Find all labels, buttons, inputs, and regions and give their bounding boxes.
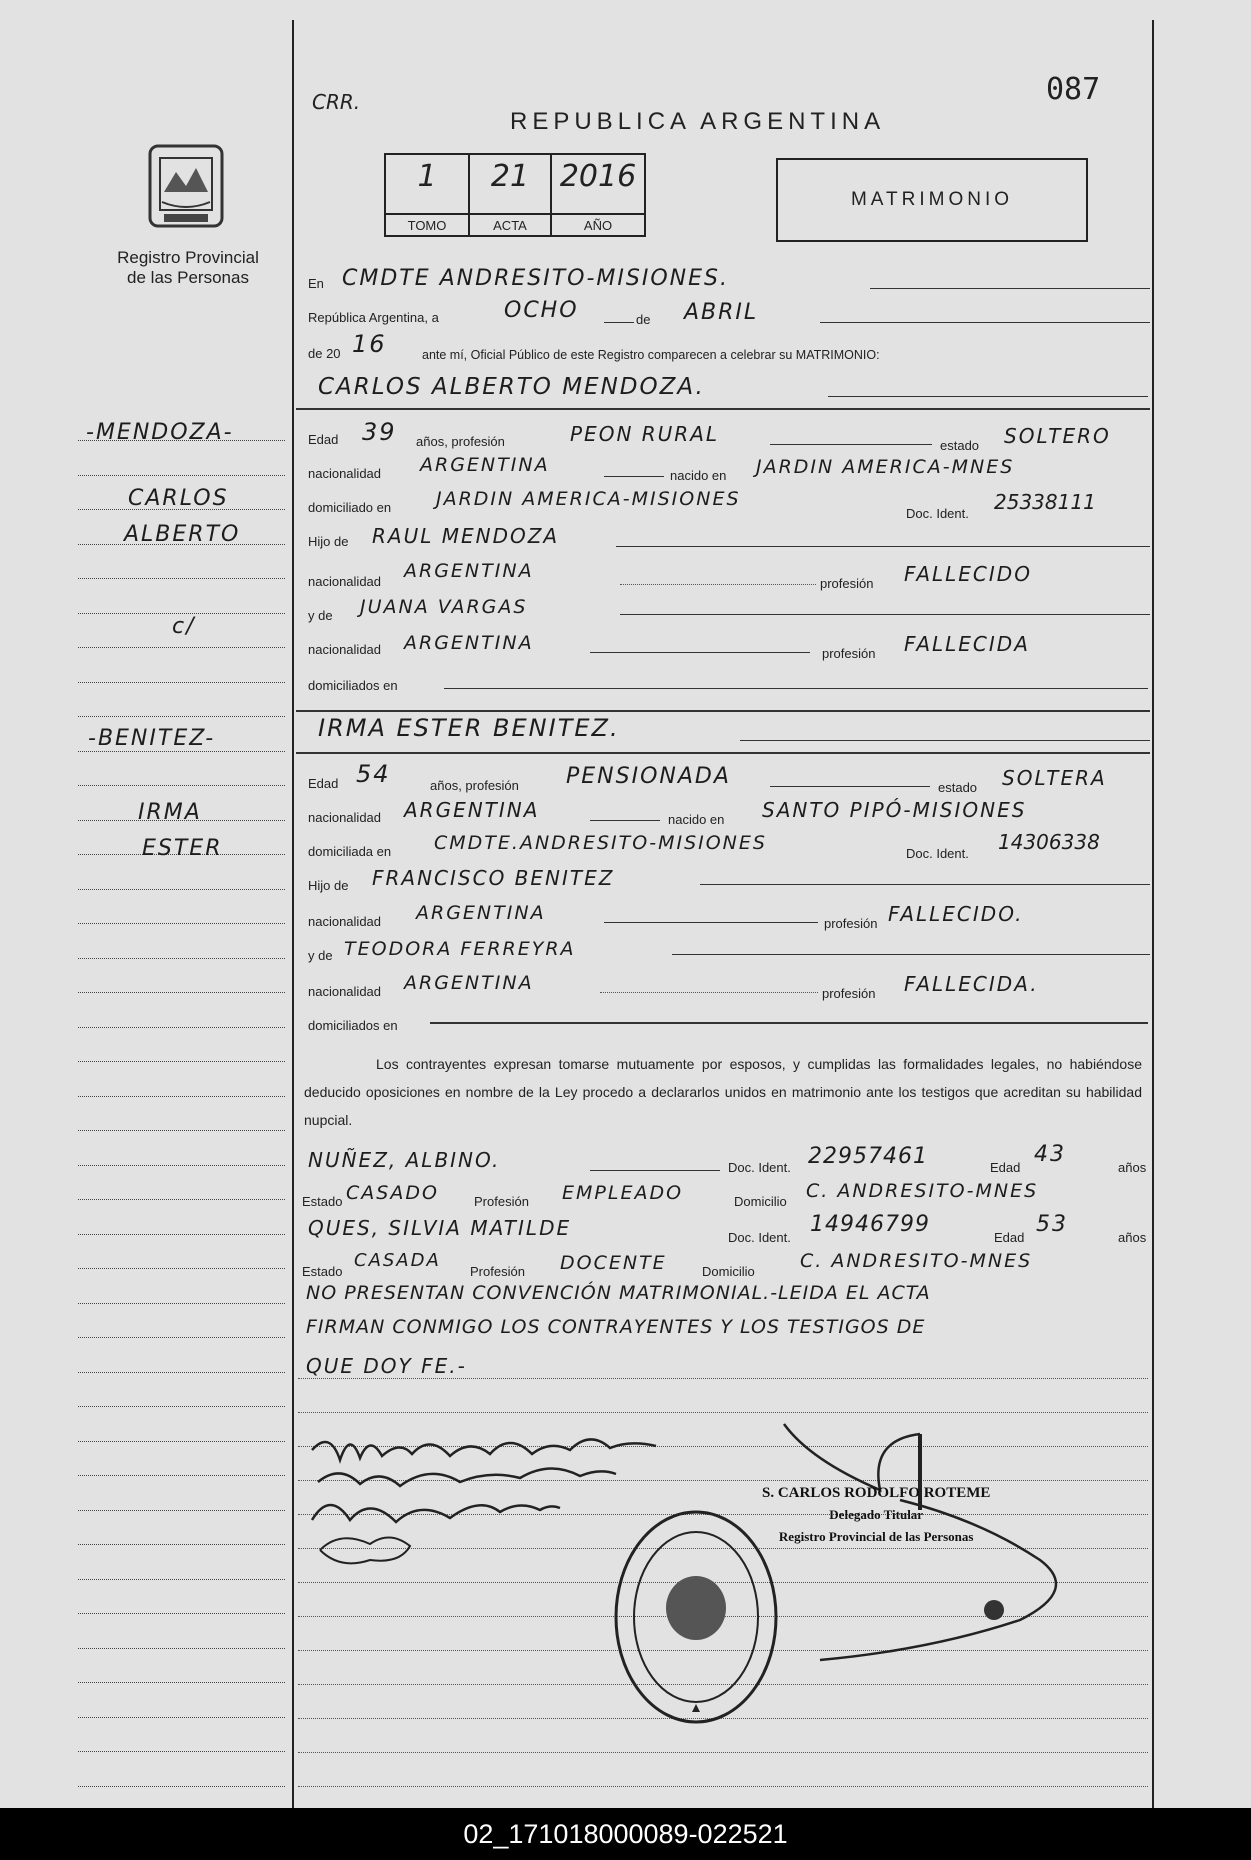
margin-dotted-line — [78, 647, 285, 648]
label-t1-estado: Estado — [302, 1194, 343, 1209]
label-c1-nacionalidad: nacionalidad — [308, 466, 382, 481]
t2-estado: CASADA — [354, 1250, 441, 1271]
label-t2-domicilio: Domicilio — [702, 1264, 755, 1279]
label-c2-nacionalidad: nacionalidad — [308, 810, 382, 825]
c1-madre-prof: FALLECIDA — [904, 632, 1030, 656]
line-c2-nac — [590, 820, 660, 821]
right-border — [1152, 20, 1154, 1808]
lugar: CMDTE ANDRESITO-MISIONES. — [342, 266, 729, 291]
testigo1-nombre: NUÑEZ, ALBINO. — [308, 1148, 501, 1172]
margin-dotted-line — [78, 751, 285, 752]
margin-nombre-1b: ALBERTO — [124, 522, 241, 547]
official-seal-icon — [612, 1508, 780, 1726]
anio-label: AÑO — [552, 213, 644, 237]
label-c2-domiciliados: domiciliados en — [308, 1018, 398, 1033]
margin-dotted-line — [78, 578, 285, 579]
c1-padre-nac: ARGENTINA — [404, 560, 534, 582]
margin-dotted-line — [78, 1613, 285, 1614]
margin-dotted-line — [78, 1441, 285, 1442]
line-c1-sep — [296, 408, 1150, 410]
label-c2-anos-profesion: años, profesión — [430, 778, 519, 793]
label-t1-anos: años — [1118, 1160, 1147, 1175]
line-c1-madre-nac — [590, 652, 810, 653]
line-mes — [820, 322, 1150, 323]
margin-nombre-1a: CARLOS — [128, 486, 229, 511]
label-t1-domicilio: Domicilio — [734, 1194, 787, 1209]
line-c1-padre-nac — [620, 584, 816, 585]
contrayente1-nombre: CARLOS ALBERTO MENDOZA. — [318, 374, 705, 400]
margin-dotted-line — [78, 1061, 285, 1062]
c1-doc: 25338111 — [994, 490, 1096, 514]
label-t1-profesion: Profesión — [474, 1194, 529, 1209]
page-title: REPUBLICA ARGENTINA — [510, 108, 886, 135]
label-c1-domiciliado: domiciliado en — [308, 500, 392, 515]
margin-dotted-line — [78, 923, 285, 924]
c2-domicilio: CMDTE.ANDRESITO-MISIONES — [434, 832, 767, 854]
anio-value: 2016 — [559, 159, 637, 194]
c1-domicilio: JARDIN AMERICA-MISIONES — [436, 488, 741, 510]
label-c1-padre-prof: profesión — [820, 576, 874, 591]
c1-profesion: PEON RURAL — [570, 422, 720, 446]
c2-edad: 54 — [356, 760, 391, 788]
t2-profesion: DOCENTE — [560, 1252, 667, 1274]
label-t2-estado: Estado — [302, 1264, 343, 1279]
margin-dotted-line — [78, 889, 285, 890]
line-c2-sep — [296, 752, 1150, 754]
c2-padre-prof: FALLECIDO. — [888, 902, 1024, 926]
acta-cell — [470, 155, 552, 235]
label-c2-estado: estado — [938, 780, 978, 795]
label-c1-edad: Edad — [308, 432, 339, 447]
anio-sufijo: 16 — [352, 330, 387, 358]
delegado-cargo: Delegado Titular — [829, 1507, 924, 1522]
label-t2-profesion: Profesión — [470, 1264, 525, 1279]
body-dotted-line — [298, 1378, 1148, 1379]
margin-dotted-line — [78, 1579, 285, 1580]
line-c1-madre — [620, 614, 1150, 615]
label-c2-madre-prof: profesión — [822, 986, 876, 1001]
line-c2-nombre — [740, 740, 1150, 741]
body-dotted-line — [298, 1412, 1148, 1413]
margin-dotted-line — [78, 1475, 285, 1476]
c2-profesion: PENSIONADA — [566, 764, 731, 789]
margin-dotted-line — [78, 1717, 285, 1718]
anio-cell — [552, 155, 644, 235]
margin-dotted-line — [78, 1199, 285, 1200]
label-t1-doc: Doc. Ident. — [728, 1160, 791, 1175]
margin-nombre-2a: IRMA — [138, 800, 202, 825]
c2-madre-prof: FALLECIDA. — [904, 972, 1039, 996]
margin-dotted-line — [78, 1510, 285, 1511]
c2-nacionalidad: ARGENTINA — [404, 798, 540, 822]
c2-madre: TEODORA FERREYRA — [344, 938, 576, 960]
label-t2-doc: Doc. Ident. — [728, 1230, 791, 1245]
acta-label: ACTA — [470, 213, 550, 237]
line-t1-nombre — [590, 1170, 720, 1171]
margin-dotted-line — [78, 1544, 285, 1545]
line-c1-nombre — [828, 396, 1148, 397]
line-dia — [604, 322, 634, 323]
c2-madre-nac: ARGENTINA — [404, 972, 534, 994]
nota-line-2: FIRMAN CONMIGO LOS CONTRAYENTES Y LOS TESTIGOS DE — [306, 1316, 926, 1338]
nota-line-3: QUE DOY FE.- — [306, 1354, 467, 1378]
line-c2-profesion — [770, 786, 930, 787]
label-de: de — [636, 312, 651, 327]
label-t1-edad: Edad — [990, 1160, 1021, 1175]
c1-estado: SOLTERO — [1004, 424, 1111, 448]
label-republica: República Argentina, a — [308, 310, 439, 325]
margin-apellido-2: -BENITEZ- — [88, 726, 216, 751]
margin-dotted-line — [78, 1406, 285, 1407]
label-c2-domiciliada: domiciliada en — [308, 844, 392, 859]
c1-padre-prof: FALLECIDO — [904, 562, 1032, 586]
label-c2-doc: Doc. Ident. — [906, 846, 969, 861]
declaracion-paragraph: Los contrayentes expresan tomarse mutuamente por esposos, y cumplidas las formalidades legales, no habiéndose deducido oposiciones en nombre de la Ley procedo a declararlos unidos en matrimonio ante los testigos que acreditan su habilidad nupcial. — [304, 1056, 1142, 1128]
t2-doc: 14946799 — [810, 1212, 930, 1237]
c2-estado: SOLTERA — [1002, 766, 1107, 790]
delegado-registro: Registro Provincial de las Personas — [778, 1529, 974, 1544]
t1-doc: 22957461 — [808, 1144, 928, 1169]
margin-dotted-line — [78, 475, 285, 476]
margin-dotted-line — [78, 716, 285, 717]
line-c1-profesion — [770, 444, 932, 445]
margin-dotted-line — [78, 1130, 285, 1131]
tomo-cell — [386, 155, 470, 235]
body-dotted-line — [298, 1786, 1148, 1787]
label-c1-padre-nac: nacionalidad — [308, 574, 382, 589]
matrimonio-box: MATRIMONIO — [776, 158, 1088, 242]
line-c2-domiciliados — [430, 1022, 1148, 1024]
tomo-label: TOMO — [386, 213, 468, 237]
registro-line-1: Registro Provincial — [117, 248, 259, 267]
c1-nacionalidad: ARGENTINA — [420, 454, 550, 476]
page-number: 087 — [1046, 72, 1101, 107]
label-c1-nacido: nacido en — [670, 468, 727, 483]
margin-dotted-line — [78, 1096, 285, 1097]
c1-madre-nac: ARGENTINA — [404, 632, 534, 654]
coat-of-arms-icon — [144, 142, 228, 232]
margin-dotted-line — [78, 682, 285, 683]
mes: ABRIL — [684, 300, 759, 325]
delegado-block — [762, 1482, 990, 1548]
margin-con: c/ — [172, 614, 196, 639]
margin-dotted-line — [78, 1234, 285, 1235]
label-c1-domiciliados: domiciliados en — [308, 678, 398, 693]
margin-dotted-line — [78, 992, 285, 993]
delegado-nombre: S. CARLOS RODOLFO ROTEME — [762, 1485, 991, 1501]
t1-edad: 43 — [1034, 1142, 1066, 1167]
label-c1-hijo: Hijo de — [308, 534, 349, 549]
left-border — [292, 20, 294, 1808]
c1-padre: RAUL MENDOZA — [372, 524, 560, 548]
label-c2-padre-prof: profesión — [824, 916, 878, 931]
tomo-value: 1 — [417, 159, 437, 194]
registro-label — [100, 248, 276, 288]
margin-dotted-line — [78, 785, 285, 786]
c1-nacido: JARDIN AMERICA-MNES — [756, 456, 1015, 478]
crr-mark: CRR. — [312, 90, 361, 114]
line-c1-padre — [616, 546, 1150, 547]
margin-dotted-line — [78, 1786, 285, 1787]
label-c2-yde: y de — [308, 948, 333, 963]
t2-edad: 53 — [1036, 1212, 1068, 1237]
label-c2-hijo: Hijo de — [308, 878, 349, 893]
contrayente2-nombre: IRMA ESTER BENITEZ. — [318, 714, 620, 742]
label-ante: ante mí, Oficial Público de este Registro comparecen a celebrar su MATRIMONIO: — [422, 348, 880, 362]
label-en: En — [308, 276, 324, 291]
label-t2-anos: años — [1118, 1230, 1147, 1245]
dia: OCHO — [504, 298, 579, 323]
c1-madre: JUANA VARGAS — [360, 596, 528, 618]
margin-dotted-line — [78, 1337, 285, 1338]
margin-apellido-1: -MENDOZA- — [86, 420, 234, 445]
registro-line-2: de las Personas — [127, 268, 249, 287]
label-c1-madre-prof: profesión — [822, 646, 876, 661]
c2-nacido: SANTO PIPÓ-MISIONES — [762, 798, 1027, 822]
acta-value: 21 — [490, 159, 530, 194]
label-t2-edad: Edad — [994, 1230, 1025, 1245]
label-de20: de 20 — [308, 346, 341, 361]
margin-dotted-line — [78, 1682, 285, 1683]
label-c1-doc: Doc. Ident. — [906, 506, 969, 521]
line-c2-top — [296, 710, 1150, 712]
label-c1-madre-nac: nacionalidad — [308, 642, 382, 657]
label-c1-yde: y de — [308, 608, 333, 623]
body-dotted-line — [298, 1752, 1148, 1753]
line-c2-padre-nac — [604, 922, 818, 923]
line-c2-padre — [700, 884, 1150, 885]
c2-padre-nac: ARGENTINA — [416, 902, 546, 924]
margin-dotted-line — [78, 1648, 285, 1649]
label-c1-anos-profesion: años, profesión — [416, 434, 505, 449]
tomo-acta-anio-box — [384, 153, 646, 237]
margin-dotted-line — [78, 958, 285, 959]
c2-doc: 14306338 — [998, 830, 1100, 854]
t1-estado: CASADO — [346, 1182, 439, 1204]
t1-profesion: EMPLEADO — [562, 1182, 684, 1204]
c2-padre: FRANCISCO BENITEZ — [372, 866, 615, 890]
line-c1-nac — [604, 476, 664, 477]
t2-domicilio: C. ANDRESITO-MNES — [800, 1250, 1033, 1272]
t1-domicilio: C. ANDRESITO-MNES — [806, 1180, 1039, 1202]
c1-edad: 39 — [362, 418, 397, 446]
label-c2-edad: Edad — [308, 776, 339, 791]
label-c2-padre-nac: nacionalidad — [308, 914, 382, 929]
line-c1-domiciliados — [444, 688, 1148, 689]
margin-dotted-line — [78, 1751, 285, 1752]
line-c2-madre-nac — [600, 992, 818, 993]
line-c2-madre — [672, 954, 1150, 955]
file-id-footer: 02_171018000089-022521 — [0, 1808, 1251, 1860]
margin-nombre-2b: ESTER — [142, 836, 223, 861]
margin-dotted-line — [78, 1268, 285, 1269]
line-lugar — [870, 288, 1150, 289]
testigo2-nombre: QUES, SILVIA MATILDE — [308, 1216, 572, 1240]
label-c2-nacido: nacido en — [668, 812, 725, 827]
margin-dotted-line — [78, 1372, 285, 1373]
label-c1-estado: estado — [940, 438, 980, 453]
nota-line-1: NO PRESENTAN CONVENCIÓN MATRIMONIAL.-LEIDA EL ACTA — [306, 1282, 931, 1304]
label-c2-madre-nac: nacionalidad — [308, 984, 382, 999]
margin-dotted-line — [78, 1303, 285, 1304]
margin-dotted-line — [78, 1165, 285, 1166]
margin-dotted-line — [78, 1027, 285, 1028]
